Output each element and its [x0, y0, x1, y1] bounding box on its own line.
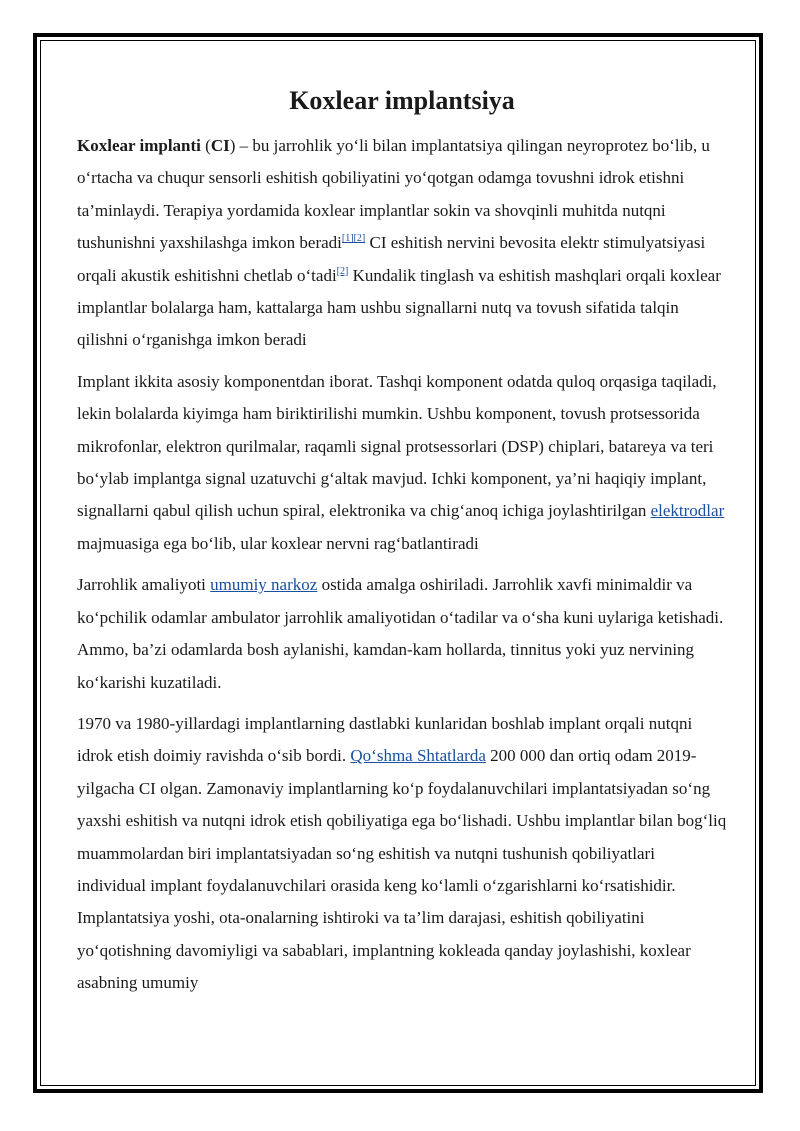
components-text-b: majmuasiga ega bo‘lib, ular koxlear nervni rag‘batlantiradi [77, 533, 479, 553]
paragraph-surgery [77, 569, 727, 699]
abbr-bold: CI [210, 136, 230, 155]
history-text-b: 200 000 dan ortiq odam 2019-yilgacha CI olgan. Zamonaviy implantlarning ko‘p foydalanuvchilari implantatsiyadan so‘ng yaxshi eshitish va nutqni idrok etish qobiliyatiga ega bo‘lishadi. Ushbu implantlar bilan bog‘liq muammolardan biri implantatsiyadan so‘ng eshitish va nutqni tushunish qobiliyatlari individual implant foydalanuvchilari orasida keng ko‘lamli o‘zgarishlarni ko‘rsatishidir. Implantatsiya yoshi, ota-onalarning ishtiroki va ta’lim darajasi, eshitish qobiliyatini yo‘qotishning davomiyligi va sabablari, implantning kokleada qanday joylashishi, koxlear asabning umumiy [77, 746, 727, 993]
page-title: Koxlear implantsiya [289, 86, 515, 115]
paragraph-components [77, 366, 727, 560]
reference-3[interactable] [337, 266, 349, 277]
reference-link-3[interactable]: [2] [336, 265, 349, 277]
link-elektrodlar[interactable]: elektrodlar [650, 501, 725, 521]
surgery-text-b: ostida amalga oshiriladi. Jarrohlik xavfi minimaldir va ko‘pchilik odamlar ambulator jarrohlik amaliyotidan o‘tadilar va o‘sha kuni uylariga ketishadi. Ammo, ba’zi odamlarda bosh aylanishi, kamdan-kam hollarda, tinnitus yoki yuz nervining ko‘karishi kuzatiladi. [77, 575, 724, 692]
reference-2[interactable] [354, 233, 366, 244]
surgery-text-a: Jarrohlik amaliyoti [77, 575, 211, 595]
reference-link-1[interactable]: [1] [341, 233, 354, 245]
reference-1[interactable] [342, 233, 354, 244]
history-text-a: 1970 va 1980-yillardagi implantlarning dastlabki kunlaridan boshlab implant orqali nutqni idrok etish doimiy ravishda o‘sib bordi. [77, 713, 693, 766]
paragraph-intro [77, 130, 727, 357]
document-body [77, 84, 727, 1009]
components-text-a: Implant ikkita asosiy komponentdan iborat. Tashqi komponent odatda quloq orqasiga taqiladi, lekin bolalarda kiyimga ham biriktirilishi mumkin. Ushbu komponent, tovush protsessorida mikrofonlar, elektron qurilmalar, raqamli signal protsessorlari (DSP) chiplari, batareya va teri bo‘ylab implantga signal uzatuvchi g‘altak mavjud. Ichki komponent, ya’ni haqiqiy implant, signallarni qabul qilish uchun spiral, elektronika va chig‘anoq ichiga joylashtirilgan [77, 371, 717, 521]
intro-text-c: Kundalik tinglash va eshitish mashqlari orqali koxlear implantlar bolalarga ham, kattalarga ham ushbu signallarni nutq va tovush sifatida talqin qilishni o‘rganishga imkon beradi [77, 265, 721, 350]
paragraph-history [77, 708, 727, 1000]
reference-link-2[interactable]: [2] [353, 233, 366, 245]
term-bold: Koxlear implanti [77, 136, 201, 155]
link-umumiy-narkoz[interactable]: umumiy narkoz [210, 575, 318, 595]
intro-text-a: ) – bu jarrohlik yo‘li bilan implantatsiya qilingan neyroprotez bo‘lib, u o‘rtacha va chuqur sensorli eshitish qobiliyatini yo‘qotgan odamga tovushni idrok etishni ta’minlaydi. Terapiya yordamida koxlear implantlar sokin va shovqinli muhitda nutqni tushunishni yaxshilashga imkon beradi [77, 136, 710, 253]
link-qoshma-shtatlarda[interactable]: Qo‘shma Shtatlarda [350, 746, 486, 766]
intro-open-paren: ( [200, 136, 211, 155]
intro-text-b: CI eshitish nervini bevosita elektr stimulyatsiyasi orqali akustik eshitishni chetlab o‘tadi [77, 233, 706, 285]
